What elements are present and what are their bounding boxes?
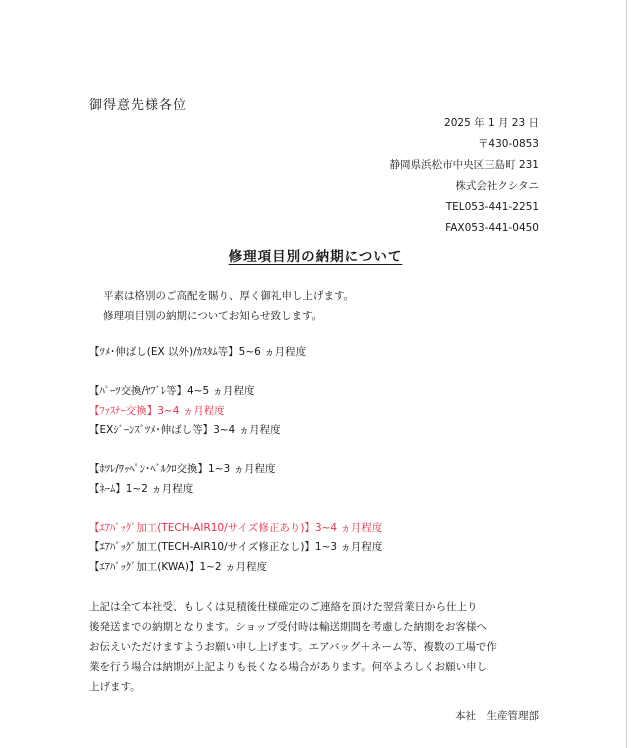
closing-line: 後発送までの納期となります。ショップ受付時は輸送期間を考慮した納期をお客様へ xyxy=(89,621,487,633)
document-title-row xyxy=(0,245,631,265)
repair-item: 【ﾎﾂﾚ/ﾜｯﾍﾟﾝ･ﾍﾞﾙｸﾛ交換】1~3 ヵ月程度 xyxy=(89,463,276,475)
page-edge xyxy=(626,0,627,748)
company-name: 株式会社クシタニ xyxy=(455,180,539,192)
intro-line: 平素は格別のご高配を賜り、厚く御礼申し上げます。 xyxy=(103,290,355,302)
document-title: 修理項目別の納期について xyxy=(228,249,403,265)
repair-item: 【ﾂﾒ･伸ばし(EX 以外)/ｶｽﾀﾑ等】5~6 ヵ月程度 xyxy=(89,346,307,358)
fax: FAX053-441-0450 xyxy=(445,222,539,234)
repair-item: 【ｴｱﾊﾞｯｸﾞ加工(KWA)】1~2 ヵ月程度 xyxy=(89,560,267,573)
intro-line: 修理項目別の納期についてお知らせ致します。 xyxy=(103,310,323,322)
addressee: 御得意先様各位 xyxy=(89,98,188,113)
closing-paragraph xyxy=(89,597,529,697)
repair-lead-time-list xyxy=(89,343,382,577)
repair-item: 【ｴｱﾊﾞｯｸﾞ加工(TECH-AIR10/サイズ修正なし)】1~3 ヵ月程度 xyxy=(89,541,383,553)
repair-item-highlighted: 【ｴｱﾊﾞｯｸﾞ加工(TECH-AIR10/サイズ修正あり)】3~4 ヵ月程度 xyxy=(89,521,383,534)
closing-line: 業を行う場合は納期が上記よりも長くなる場合があります。何卒よろしくお願い申し xyxy=(89,661,488,673)
closing-line: お伝えいただけますようお願い申し上げます。エアバッグ＋ネーム等、複数の工場で作 xyxy=(89,641,497,653)
intro-paragraph xyxy=(103,286,354,326)
repair-item: 【ﾈｰﾑ】1~2 ヵ月程度 xyxy=(89,482,194,495)
list-spacer xyxy=(89,363,382,383)
closing-line: 上げます。 xyxy=(89,681,141,693)
telephone: TEL053-441-2251 xyxy=(445,201,539,213)
signature: 本社 生産管理部 xyxy=(455,710,539,722)
repair-item: 【ﾊﾟｰﾂ交換/ﾔﾌﾞﾚ等】4~5 ヵ月程度 xyxy=(89,385,255,397)
list-spacer xyxy=(89,499,382,519)
issue-date: 2025 年 1 月 23 日 xyxy=(444,117,539,129)
postal-code: 〒430-0853 xyxy=(477,138,539,150)
list-spacer xyxy=(89,441,382,461)
repair-item: 【EXｼﾞｰﾝｽﾞﾂﾒ･伸ばし等】3~4 ヵ月程度 xyxy=(89,424,281,436)
sender-address: 静岡県浜松市中央区三島町 231 xyxy=(389,159,539,171)
sender-block xyxy=(390,113,539,239)
closing-line: 上記は全て本社受、もしくは見積後仕様確定のご連絡を頂けた翌営業日から仕上り xyxy=(89,601,478,613)
repair-item-highlighted: 【ﾌｧｽﾅｰ交換】3~4 ヵ月程度 xyxy=(89,404,225,417)
